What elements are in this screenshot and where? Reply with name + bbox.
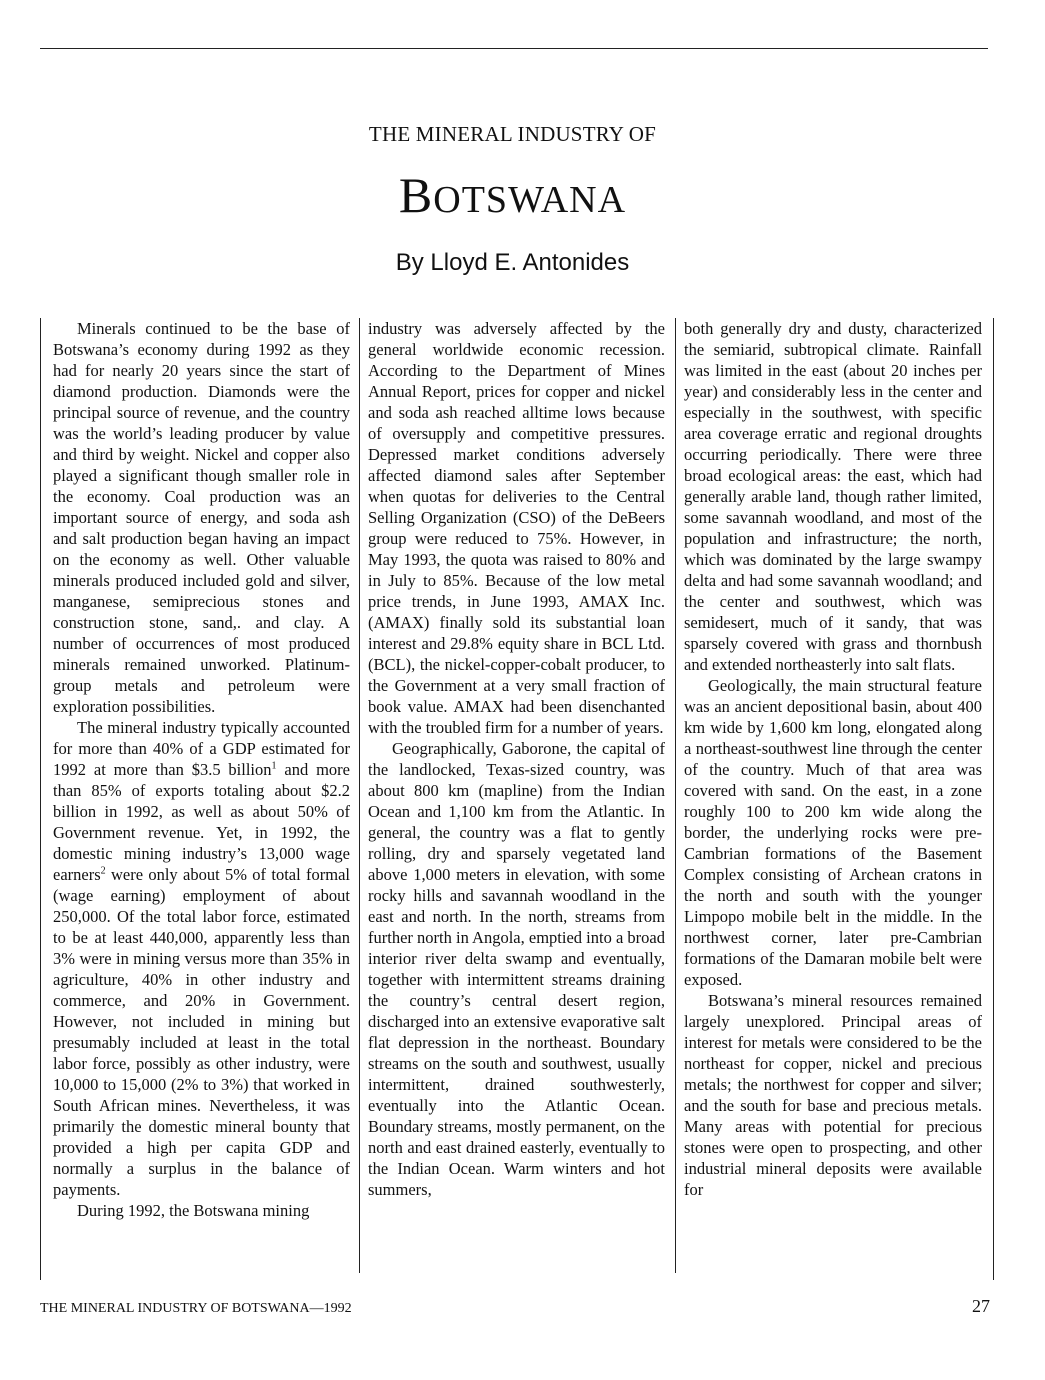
paragraph-text: and more than 85% of exports totaling about $2.2 billion in 1992, as well as about 50% of Government revenue. Yet, in 1992, the domestic mining industry’s 13,000 wage earners xyxy=(53,760,350,884)
paragraph-text: were only about 5% of total formal (wage earning) employment of about 250,000. Of the total labor force, estimated to be at least 440,000, apparently less than 3% were in mining versus more than 35% in agriculture, 40% in other industry and commerce, and 20% in Government. However, not included in mining but presumably included at least in the total labor force, possibly as other industry, were 10,000 to 15,000 (2% to 3%) that worked in South African mines. Nevertheless, it was primarily the domestic mineral bounty that provided a high per capita GDP and normally a surplus in the balance of payments. xyxy=(53,865,350,1199)
paragraph: industry was adversely affected by the general worldwide economic recession. According to the Department of Mines Annual Report, prices for copper and nickel and soda ash reached alltime lows because of oversupply and competitive pressures. Depressed market conditions adversely affected diamond sales after September when quotas for deliveries to the Central Selling Organization (CSO) of the DeBeers group were reduced to 75%. However, in May 1993, the quota was raised to 80% and in July to 85%. Because of the low metal price trends, in June 1993, AMAX Inc. (AMAX) finally sold its substantial loan interest and 29.8% equity share in BCL Ltd. (BCL), the nickel-copper-cobalt producer, to the Government at a very small fraction of book value. AMAX had been disenchanted with the troubled firm for a number of years. xyxy=(368,319,665,737)
country-title-rest: OTSWANA xyxy=(433,179,627,221)
country-title xyxy=(0,166,1025,224)
paragraph xyxy=(53,717,350,1200)
paragraph: Geologically, the main structural feature was an ancient depositional basin, about 400 km wide by 1,600 km long, elongated along a northeast-southwest line through the center of the country. Much of that area was covered with sand. On the east, in a zone roughly 100 to 200 km wide along the border, the underlying rocks were pre-Cambrian formations of the Basement Complex consisting of Archean cratons in the north and south with the younger Limpopo mobile belt in the middle. In the northwest corner, later pre-Cambrian formations of the Damaran mobile belt were exposed. xyxy=(684,676,982,989)
paragraph: Minerals continued to be the base of Botswana’s economy during 1992 as they had for nearly 20 years since the start of diamond production. Diamonds were the principal source of revenue, and the country was the world’s leading producer by value and third by weight. Nickel and copper also played a significant though smaller role in the economy. Coal production was an important source of energy, and soda ash and salt production began having an impact on the economy as well. Other valuable minerals produced included gold and silver, manganese, semiprecious stones and construction stone, sand,. and clay. A number of occurrences of most produced minerals remained unworked. Platinum-group metals and petroleum were exploration possibilities. xyxy=(53,319,350,716)
column-rule-right xyxy=(993,318,994,1280)
paragraph: During 1992, the Botswana mining xyxy=(77,1201,310,1220)
byline: By Lloyd E. Antonides xyxy=(395,249,630,276)
paragraph: Geographically, Gaborone, the capital of the landlocked, Texas-sized country, was about 800 km (mapline) from the Indian Ocean and 1,100 km from the Atlantic. In general, the country was a flat to gently rolling, dry and sparsely vegetated land above 1,000 meters in elevation, with some rocky hills and savannah woodland in the east and north. In the north, streams from further north in Angola, emptied into a broad interior river delta swamp and eventually, together with intermittent streams draining the country’s central desert region, discharged into an extensive evaporative salt flat depression in the northeast. Boundary streams on the south and southwest, usually intermittent, drained southwesterly, eventually into the Atlantic Ocean. Boundary streams, mostly permanent, on the north and east drained easterly, eventually to the Indian Ocean. Warm winters and hot summers, xyxy=(368,739,665,1199)
text-column-3 xyxy=(684,318,982,1278)
paragraph-text: The mineral industry typically accounted for more than 40% of a GDP estimated for 1992 at more than $3.5 billion xyxy=(53,718,350,779)
footnote-marker[interactable]: 1 xyxy=(271,760,277,772)
column-rule-2 xyxy=(675,318,676,1273)
running-footer: THE MINERAL INDUSTRY OF BOTSWANA—1992 xyxy=(40,1301,352,1316)
column-rule-1 xyxy=(359,318,360,1273)
page-number: 27 xyxy=(972,1296,990,1316)
country-title-initial: B xyxy=(398,167,434,223)
title-kicker: THE MINERAL INDUSTRY OF xyxy=(368,122,657,146)
footnote-marker[interactable]: 2 xyxy=(100,865,106,877)
text-column-2 xyxy=(368,318,665,1278)
paragraph: both generally dry and dusty, characterized the semiarid, subtropical climate. Rainfall was limited in the east (about 20 inches per year) and considerably less in the center and especially in the southwest, with specific area coverage erratic and regional droughts occurring periodically. There were three broad ecological areas: the east, which had generally arable land, though rather limited, some savannah woodland, and most of the population and infrastructure; the north, which was dominated by the large swampy delta and had some savannah woodland; and the center and southwest, which was semidesert, much of it sandy, that was sparsely covered with grass and thornbush and extended northeasterly into salt flats. xyxy=(684,319,982,674)
column-rule-left xyxy=(40,318,41,1280)
text-column-1 xyxy=(53,318,350,1278)
top-rule xyxy=(40,48,988,49)
paragraph: Botswana’s mineral resources remained largely unexplored. Principal areas of interest for metals were considered to be the northeast for copper, nickel and precious metals; the northwest for copper and silver; and the south for base and precious metals. Many areas with potential for precious stones were open to prospecting, and other industrial mineral deposits were available for xyxy=(684,991,982,1199)
